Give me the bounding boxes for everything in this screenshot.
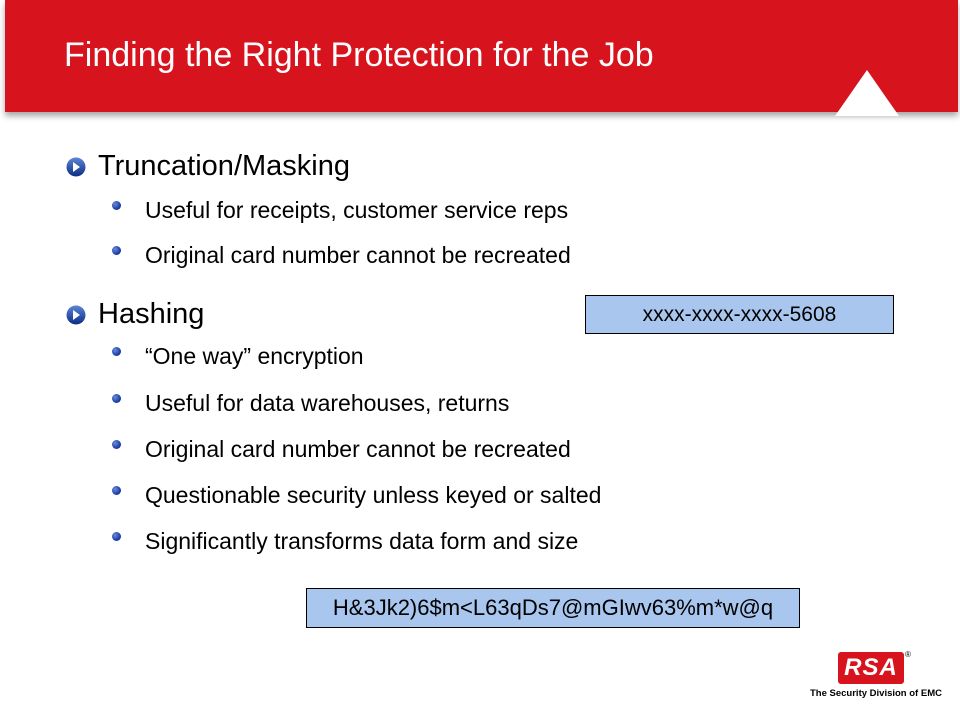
slide-title: Finding the Right Protection for the Job [64,36,654,74]
list-item-text: “One way” encryption [145,343,364,369]
list-item [112,436,571,463]
list-item-text: Original card number cannot be recreated [145,436,571,462]
arrow-right-circle-icon [66,305,86,325]
rsa-logo [808,650,942,700]
list-item [112,197,568,224]
masked-number-text: xxxx-xxxx-xxxx-5608 [642,302,837,326]
list-item-text: Significantly transforms data form and size [145,528,579,554]
section-heading-truncation [66,150,350,183]
registered-mark: ® [905,650,911,659]
dot-bullet-icon [112,394,121,403]
section-heading-text: Hashing [98,298,205,330]
dot-bullet-icon [112,246,121,255]
list-item [112,390,509,417]
list-item-text: Original card number cannot be recreated [145,242,571,268]
hashed-value-box [306,588,800,628]
dot-bullet-icon [112,347,121,356]
list-item [112,343,364,370]
hashed-value-text: H&3Jk2)6$m<L63qDs7@mGIwv63%m*w@q [332,595,774,620]
logo-tagline: The Security Division of EMC [810,688,942,699]
list-item-text: Useful for data warehouses, returns [145,390,510,416]
dot-bullet-icon [112,532,121,541]
list-item [112,528,578,555]
arrow-right-circle-icon [66,157,86,177]
list-item [112,242,571,269]
section-heading-text: Truncation/Masking [98,150,350,182]
masked-number-box [585,295,894,334]
banner-notch [835,70,899,116]
rsa-logo-mark [838,652,904,684]
dot-bullet-icon [112,486,121,495]
dot-bullet-icon [112,201,121,210]
dot-bullet-icon [112,440,121,449]
section-heading-hashing [66,298,204,331]
list-item [112,482,601,509]
rsa-logo-text: RSA [844,654,898,681]
list-item-text: Useful for receipts, customer service reps [145,197,569,223]
list-item-text: Questionable security unless keyed or salted [145,482,602,508]
